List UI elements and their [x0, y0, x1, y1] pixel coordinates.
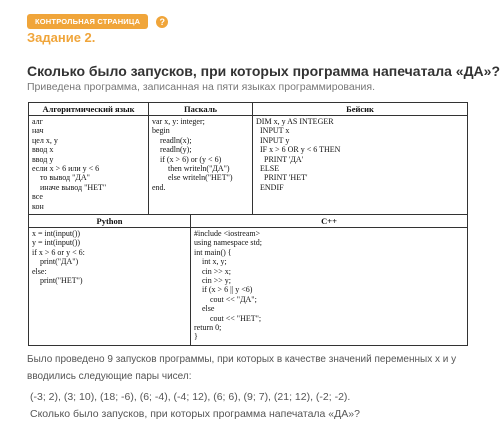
question-heading: Сколько было запусков, при которых программа напечатала «ДА»? [27, 63, 500, 79]
code-pascal: var x, y: integer; begin readln(x); readln(y); if (x > 6) or (y < 6) then writeln("ДА") else writeln("НЕТ") end. [149, 116, 253, 215]
header-python: Python [29, 215, 191, 228]
control-page-badge: КОНТРОЛЬНАЯ СТРАНИЦА [27, 14, 148, 29]
input-pairs: (-3; 2), (3; 10), (18; -6), (6; -4), (-4; 12), (6; 6), (9; 7), (21; 12), (-2; -2). [30, 391, 351, 403]
header-algorithmic: Алгоритмический язык [29, 103, 149, 116]
table-header-row [29, 103, 468, 116]
code-algorithmic: алг нач цел x, y ввод x ввод y если x > 6 или y < 6 то вывод "ДА" иначе вывод "НЕТ" все кон [29, 116, 149, 215]
question-subtitle: Приведена программа, записанная на пяти языках программирования. [27, 81, 375, 93]
final-question: Сколько было запусков, при которых программа напечатала «ДА»? [30, 408, 360, 420]
table-code-row [29, 116, 468, 215]
code-basic: DIM x, y AS INTEGER INPUT x INPUT y IF x > 6 OR y < 6 THEN PRINT 'ДА' ELSE PRINT 'НЕТ' ENDIF [253, 116, 468, 215]
help-icon[interactable]: ? [156, 16, 168, 28]
runs-description: Было проведено 9 запусков программы, при которых в качестве значений переменных x и y вводились следующие пары чисел: [27, 354, 457, 382]
header-basic: Бейсик [253, 103, 468, 116]
header-pascal: Паскаль [149, 103, 253, 116]
code-cpp: #include <iostream> using namespace std; int main() { int x, y; cin >> x; cin >> y; if (x > 6 || y <6) cout << "ДА"; else cout << "НЕТ"; return 0; } [191, 228, 468, 346]
header-cpp: С++ [191, 215, 468, 228]
header-badge-row [27, 14, 168, 29]
task-title: Задание 2. [27, 30, 96, 45]
program-table [28, 102, 468, 346]
table-header-row-2 [29, 215, 468, 228]
code-python: x = int(input()) y = int(input()) if x > 6 or y < 6: print("ДА") else: print("НЕТ") [29, 228, 191, 346]
table-code-row-2 [29, 228, 468, 346]
